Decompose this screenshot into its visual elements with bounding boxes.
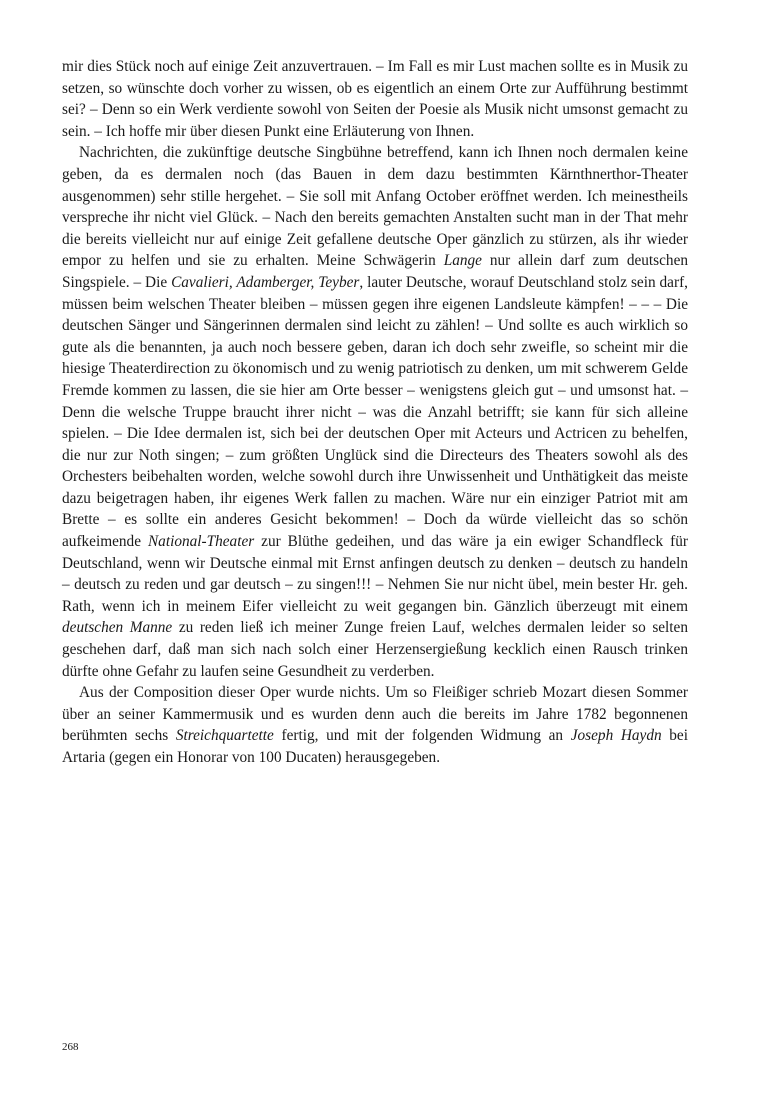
text-segment: zur Blüthe gedeihen, und das wäre ja ein ewiger Schandfleck für Deutschland, wenn wir Deutsche einmal mit Ernst anfingen deutsch zu denken – deutsch zu handeln – deutsch zu reden und gar deutsch – zu singen!!! – Nehmen Sie nur nicht übel, mein bester Hr. geh. Rath, wenn ich in meinem Eifer vielleicht zu weit gegangen bin. Gänzlich überzeugt mit einem	[62, 533, 689, 615]
italic-deutschen-manne: deutschen Manne	[62, 619, 173, 637]
text-segment: nur allein darf zum deutschen Singspiele. – Die	[62, 252, 689, 291]
paragraph-2	[62, 142, 688, 682]
page-body	[62, 56, 688, 769]
text-segment: Nachrichten, die zukünftige deutsche Singbühne betreffend, kann ich Ihnen noch dermalen keine geben, da es dermalen noch (das Bauen in dem dazu bestimmten Kärnthnerthor-Theater ausgenommen) sehr stille hergehet. – Sie soll mit Anfang October eröffnet werden. Ich meinestheils verspreche ihr nicht viel Glück. – Nach den bereits gemachten Anstalten sucht man in der That mehr die bereits vielleicht nur auf einige Zeit gefallene deutsche Oper gänzlich zu stürzen, als ihr wieder empor zu helfen und sie zu erhalten. Meine Schwägerin	[62, 144, 688, 270]
italic-name-lange: Lange	[443, 252, 482, 270]
italic-singer-names: Cavalieri, Adamberger, Teyber	[171, 273, 360, 291]
italic-joseph-haydn: Joseph Haydn	[570, 727, 662, 745]
page-number: 268	[62, 1041, 79, 1053]
paragraph-1	[62, 56, 688, 142]
text-segment: zu reden ließ ich meiner Zunge freien Lauf, welches dermalen leider so selten geschehen darf, daß man sich nach solch einer Herzensergießung kecklich einen Rausch trinken dürfte ohne Gefahr zu laufen seine Gesundheit zu verderben.	[62, 619, 688, 680]
text-segment: mir dies Stück noch auf einige Zeit anzuvertrauen. – Im Fall es mir Lust machen sollte es in Musik zu setzen, so wünschte doch vorher zu wissen, ob es eigentlich an einem Orte zur Aufführung bestimmt sei? – Denn so ein Werk verdiente sowohl von Seiten der Poesie als Musik nicht umsonst gemacht zu sein. – Ich hoffe mir über diesen Punkt eine Erläuterung von Ihnen.	[62, 58, 688, 140]
text-segment: bei Artaria (gegen ein Honorar von 100 Ducaten) herausgegeben.	[62, 727, 688, 766]
italic-national-theater: National-Theater	[147, 533, 255, 551]
text-segment: fertig, und mit der folgenden Widmung an	[273, 727, 571, 745]
text-segment: Aus der Composition dieser Oper wurde nichts. Um so Fleißiger schrieb Mozart diesen Sommer über an seiner Kammermusik und es wurden denn auch die bereits im Jahre 1782 begonnenen berühmten sechs	[62, 684, 688, 745]
text-segment: , lauter Deutsche, worauf Deutschland stolz sein darf, müssen beim welschen Theater bleiben – müssen gegen ihre eigenen Landsleute kämpfen! – – – Die deutschen Sänger und Sängerinnen dermalen sind leicht zu zählen! – Und sollte es auch wirklich so gute als die benannten, ja auch noch bessere geben, daran ich doch sehr zweifle, so scheint mir die hiesige Theaterdirection zu ökonomisch und zu wenig patriotisch zu denken, um mit schwerem Gelde Fremde kommen zu lassen, die sie hier am Orte besser – wenigstens gleich gut – und umsonst hat. – Denn die welsche Truppe braucht ihrer nicht – was die Anzahl betrifft; sie kann für sich alleine spielen. – Die Idee dermalen ist, sich bei der deutschen Oper mit Acteurs und Actricen zu behelfen, die nur zur Noth singen; – zum größten Unglück sind die Directeurs des Theaters sowohl als des Orchesters beibehalten worden, welche sowohl durch ihre Unwissenheit und Unthätigkeit das meiste dazu beigetragen haben, ihr eigenes Werk fallen zu machen. Wäre nur ein einziger Patriot mit am Brette – es sollte ein anderes Gesicht bekommen! – Doch da würde vielleicht das so schön aufkeimende	[62, 273, 688, 551]
paragraph-3	[62, 682, 688, 768]
italic-streichquartette: Streichquartette	[175, 727, 274, 745]
